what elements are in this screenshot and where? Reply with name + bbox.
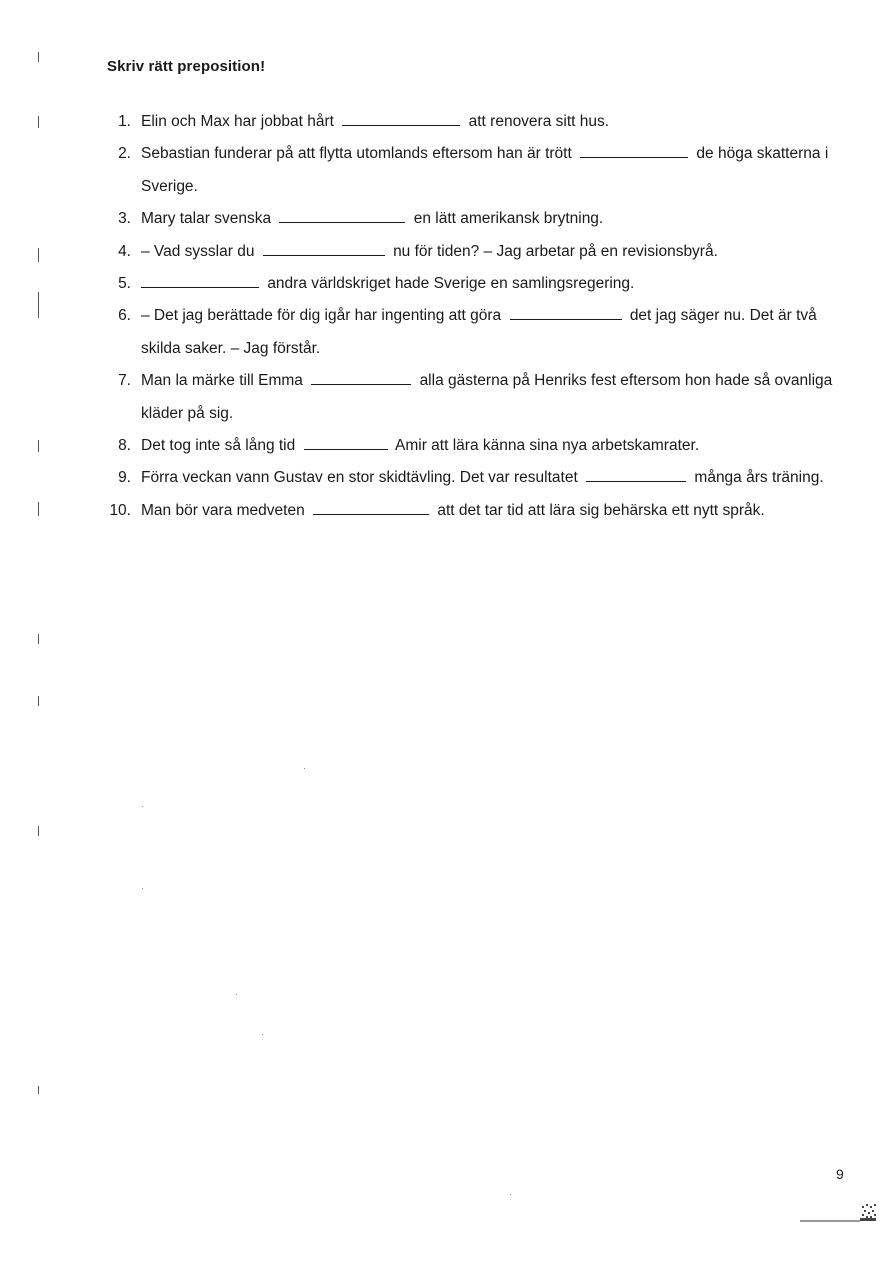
item-text-after: att det tar tid att lära sig behärska ett nytt språk. bbox=[437, 501, 765, 519]
exercise-item-4 bbox=[107, 236, 837, 268]
answer-blank[interactable] bbox=[304, 435, 388, 450]
binding-mark bbox=[38, 502, 39, 516]
scan-speck bbox=[236, 994, 237, 995]
answer-blank[interactable] bbox=[311, 370, 411, 385]
scan-corner-artifact bbox=[800, 1200, 878, 1224]
item-text-after: det jag säger nu. Det är två skilda saker. – Jag förstår. bbox=[141, 307, 817, 357]
item-number: 1. bbox=[118, 113, 131, 130]
item-text-after: alla gästerna på Henriks fest eftersom hon hade så ovanliga kläder på sig. bbox=[141, 372, 833, 422]
binding-mark bbox=[38, 1086, 39, 1094]
item-text-after: de höga skatterna i Sverige. bbox=[141, 145, 829, 195]
exercise-item-9 bbox=[107, 462, 837, 494]
page-number: 9 bbox=[836, 1166, 844, 1182]
binding-mark bbox=[38, 634, 39, 644]
answer-blank[interactable] bbox=[586, 467, 686, 482]
item-text-after: att renovera sitt hus. bbox=[468, 113, 610, 130]
item-text-after: en lätt amerikansk brytning. bbox=[413, 210, 604, 228]
binding-mark bbox=[38, 826, 39, 836]
item-number: 7. bbox=[118, 372, 131, 390]
answer-blank[interactable] bbox=[580, 143, 688, 158]
item-text-after: många års träning. bbox=[694, 469, 824, 487]
answer-blank[interactable] bbox=[279, 208, 405, 223]
item-number: 6. bbox=[118, 307, 131, 325]
binding-mark bbox=[38, 292, 39, 318]
answer-blank[interactable] bbox=[342, 111, 460, 126]
binding-mark bbox=[38, 440, 39, 452]
exercise-item-3 bbox=[107, 203, 837, 235]
exercise-title: Skriv rätt preposition! bbox=[107, 58, 266, 75]
item-text-before: Man bör vara medveten bbox=[141, 501, 305, 519]
item-text-before: Elin och Max har jobbat hårt bbox=[141, 113, 334, 130]
item-text-before: Mary talar svenska bbox=[141, 210, 272, 228]
item-number: 3. bbox=[118, 210, 131, 228]
item-text-before: Sebastian funderar på att flytta utomlands eftersom han är trött bbox=[141, 145, 572, 163]
binding-mark bbox=[38, 116, 39, 128]
item-number: 4. bbox=[118, 242, 131, 260]
answer-blank[interactable] bbox=[141, 273, 259, 288]
item-number: 9. bbox=[118, 469, 131, 487]
item-text-before: Det tog inte så lång tid bbox=[141, 437, 296, 455]
item-text-before: – Vad sysslar du bbox=[141, 242, 255, 260]
answer-blank[interactable] bbox=[263, 241, 385, 256]
binding-mark bbox=[38, 696, 39, 706]
item-text-before: Man la märke till Emma bbox=[141, 372, 303, 390]
scan-speck bbox=[510, 1194, 511, 1195]
item-text-after: nu för tiden? – Jag arbetar på en revisionsbyrå. bbox=[393, 242, 718, 260]
answer-blank[interactable] bbox=[313, 500, 429, 515]
scan-speck bbox=[304, 768, 305, 769]
exercise-item-10 bbox=[107, 495, 837, 527]
item-text-after: andra världskriget hade Sverige en samlingsregering. bbox=[267, 275, 635, 293]
item-number: 10. bbox=[109, 501, 131, 519]
binding-mark bbox=[38, 248, 39, 262]
answer-blank[interactable] bbox=[510, 305, 622, 320]
item-number: 8. bbox=[118, 437, 131, 455]
exercise-item-1 bbox=[107, 106, 837, 138]
binding-mark bbox=[38, 52, 39, 62]
exercise-list bbox=[107, 106, 837, 527]
exercise-item-7 bbox=[107, 365, 837, 430]
item-text-after: Amir att lära känna sina nya arbetskamrater. bbox=[395, 437, 700, 455]
exercise-item-5 bbox=[107, 268, 837, 300]
item-number: 5. bbox=[118, 275, 131, 293]
exercise-item-2 bbox=[107, 138, 837, 203]
scan-speck bbox=[142, 888, 143, 889]
item-text-before: Förra veckan vann Gustav en stor skidtävling. Det var resultatet bbox=[141, 469, 578, 487]
exercise-item-8 bbox=[107, 430, 837, 462]
exercise-item-6 bbox=[107, 300, 837, 365]
item-number: 2. bbox=[118, 145, 131, 163]
scan-speck bbox=[142, 806, 143, 807]
scan-speck bbox=[262, 1034, 263, 1035]
item-text-before: – Det jag berättade för dig igår har ingenting att göra bbox=[141, 307, 502, 325]
